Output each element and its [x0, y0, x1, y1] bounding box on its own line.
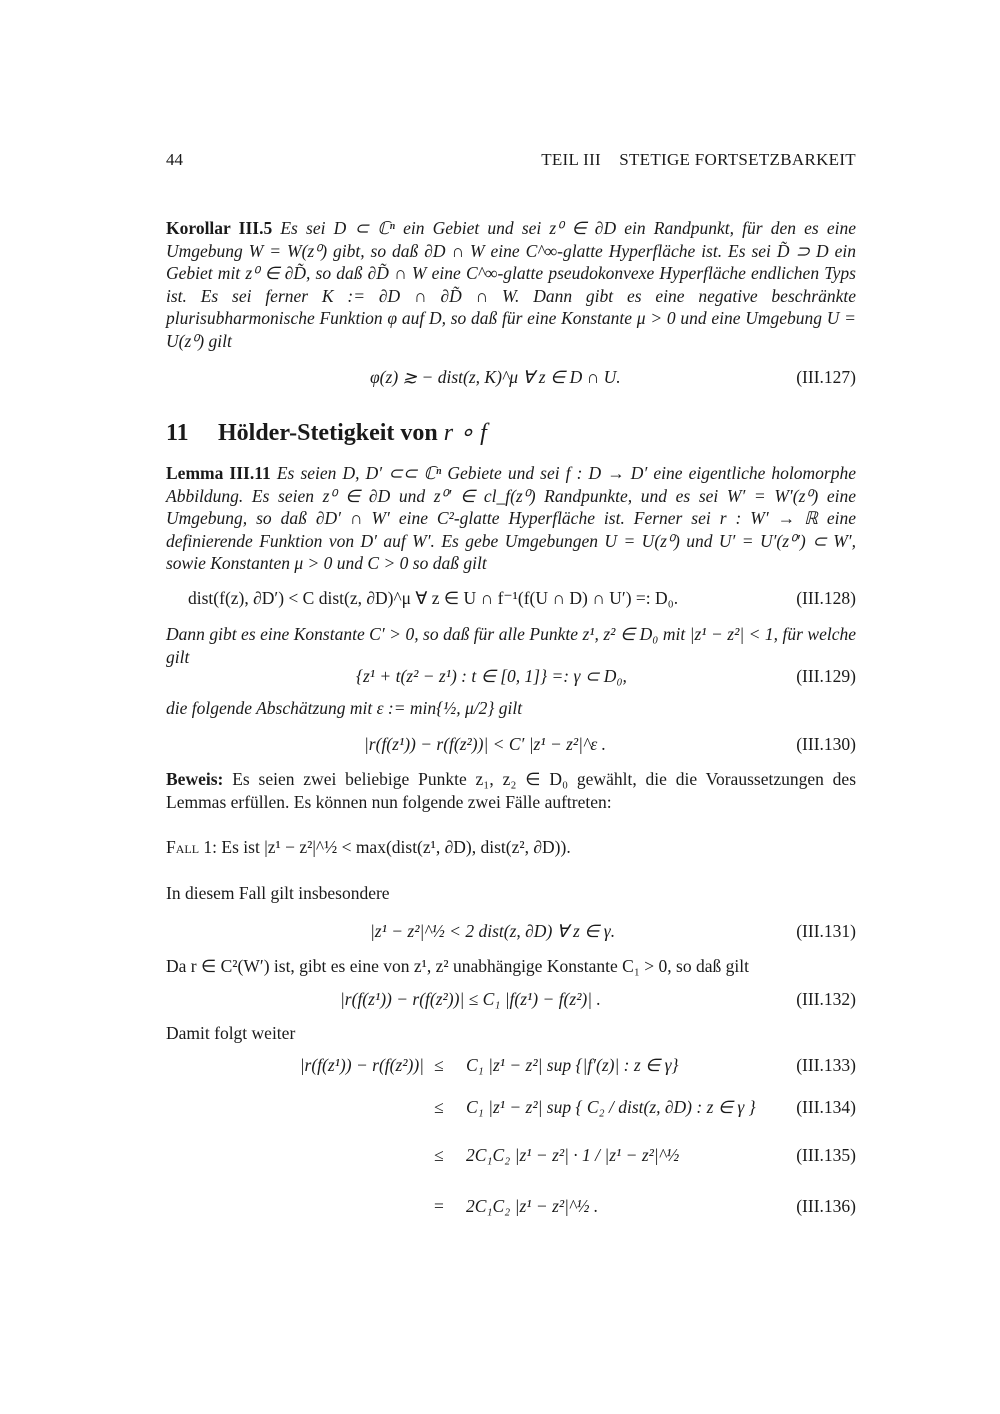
equation-127 — [166, 367, 856, 393]
lemma-continuation: Dann gibt es eine Konstante C′ > 0, so daß für alle Punkte z¹, z² ∈ D₀ mit |z¹ − z²| < 1, für welche gilt — [166, 624, 856, 667]
proof-label: Beweis: — [166, 769, 224, 789]
equation-133-tag: (III.133) — [796, 1055, 856, 1075]
equation-135 — [166, 1145, 856, 1175]
equation-133-relation: ≤ — [434, 1055, 444, 1075]
case-1-label: Fall 1: — [166, 837, 218, 857]
section-formula: r ∘ f — [443, 420, 487, 446]
section-title: Hölder-Stetigkeit von — [218, 420, 438, 446]
equation-136-rhs: 2C₁C₂ |z¹ − z²|^½ . — [466, 1196, 599, 1216]
equation-130-tag: (III.130) — [796, 734, 856, 754]
lemma-estimate-intro: die folgende Abschätzung mit ε := min{½, μ/2} gilt — [166, 698, 523, 718]
equation-131-tag: (III.131) — [796, 921, 856, 941]
equation-134-relation: ≤ — [434, 1097, 444, 1117]
equation-128-tag: (III.128) — [796, 588, 856, 608]
equation-129-body: {z¹ + t(z² − z¹) : t ∈ [0, 1]} =: γ ⊂ D₀, — [356, 666, 627, 686]
section-number: 11 — [166, 420, 189, 446]
corollary-label: Korollar III.5 — [166, 218, 273, 238]
equation-134-tag: (III.134) — [796, 1097, 856, 1117]
case-1-remark: In diesem Fall gilt insbesondere — [166, 883, 390, 903]
equation-130 — [166, 734, 856, 760]
lemma-text: Es seien D, D′ ⊂⊂ ℂⁿ Gebiete und sei f : D → D′ eine eigentliche holomorphe Abbildung. Es seien z⁰ ∈ ∂D und z⁰′ ∈ cl_f(z⁰) Randpunkte, und es sei W′ = W′(z⁰) eine Umgebung, so daß ∂D′ ∩ W′ eine C²-glatte Hyperfläche ist. Ferner sei r : W′ → ℝ eine definierende Funktion von D′ auf W′. Es gebe Umgebungen U = U(z⁰) und U′ = U′(z⁰′) ⊂ W′, sowie Konstanten μ > 0 und C > 0 so daß gilt — [166, 463, 857, 573]
constant-remark: Da r ∈ C²(W′) ist, gibt es eine von z¹, z² unabhängige Konstante C₁ > 0, so daß gilt — [166, 956, 749, 976]
equation-134-rhs: C₁ |z¹ − z²| sup { C₂ / dist(z, ∂D) : z ∈ γ } — [466, 1097, 756, 1117]
equation-134 — [166, 1097, 856, 1127]
case-1-text: Es ist |z¹ − z²|^½ < max(dist(z¹, ∂D), dist(z², ∂D)). — [221, 837, 571, 857]
document-page — [166, 0, 856, 1414]
corollary-text: Es sei D ⊂ ℂⁿ ein Gebiet und sei z⁰ ∈ ∂D ein Randpunkt, für den es eine Umgebung W = W(z⁰) gibt, so daß ∂D ∩ W eine C^∞-glatte Hyperfläche ist. Es sei D̃ ⊃ D ein Gebiet mit z⁰ ∈ ∂D̃, so daß ∂D̃ ∩ W eine C^∞-glatte pseudokonvexe Hyperfläche endlichen Typs ist. Es sei ferner K := ∂D ∩ ∂D̃ ∩ W. Dann gibt es eine negative beschränkte plurisubharmonische Funktion φ auf D, so daß für eine Konstante μ > 0 und eine Umgebung U = U(z⁰) gilt — [166, 218, 857, 351]
proof-block — [166, 768, 856, 813]
equation-133 — [166, 1055, 856, 1085]
lemma-label: Lemma III.11 — [166, 463, 271, 483]
equation-131-body: |z¹ − z²|^½ < 2 dist(z, ∂D) ∀ z ∈ γ. — [370, 921, 616, 941]
equation-136-tag: (III.136) — [796, 1196, 856, 1216]
equation-132-tag: (III.132) — [796, 989, 856, 1009]
running-title: TEIL III STETIGE FORTSETZBARKEIT — [541, 150, 856, 169]
case-1 — [166, 836, 856, 859]
equation-133-lhs: |r(f(z¹)) − r(f(z²))| — [299, 1055, 424, 1075]
equation-130-body: |r(f(z¹)) − r(f(z²))| < C′ |z¹ − z²|^ε . — [364, 734, 607, 754]
equation-132-body: |r(f(z¹)) − r(f(z²))| ≤ C₁ |f(z¹) − f(z²)| . — [340, 989, 601, 1009]
equation-128-body: dist(f(z), ∂D′) < C dist(z, ∂D)^μ ∀ z ∈ U ∩ f⁻¹(f(U ∩ D) ∩ U′) =: D₀. — [188, 588, 679, 608]
equation-128 — [166, 588, 856, 614]
equation-135-tag: (III.135) — [796, 1145, 856, 1165]
equation-136-relation: = — [434, 1196, 444, 1216]
equation-136 — [166, 1196, 856, 1226]
equation-127-tag: (III.127) — [796, 367, 856, 387]
equation-129 — [166, 666, 856, 692]
equation-135-relation: ≤ — [434, 1145, 444, 1165]
equation-135-rhs: 2C₁C₂ |z¹ − z²| · 1 / |z¹ − z²|^½ — [466, 1145, 680, 1165]
equation-131 — [166, 921, 856, 947]
lemma-block — [166, 462, 856, 575]
equation-132 — [166, 989, 856, 1015]
proof-text: Es seien zwei beliebige Punkte z₁, z₂ ∈ D₀ gewählt, die die Voraussetzungen des Lemmas erfüllen. Es können nun folgende zwei Fälle auftreten: — [166, 769, 857, 812]
equation-127-body: φ(z) ≳ − dist(z, K)^μ ∀ z ∈ D ∩ U. — [370, 367, 621, 387]
equation-129-tag: (III.129) — [796, 666, 856, 686]
section-heading — [166, 418, 487, 447]
page-number: 44 — [166, 150, 183, 169]
equation-133-rhs: C₁ |z¹ − z²| sup {|f′(z)| : z ∈ γ} — [466, 1055, 679, 1075]
consequence-text: Damit folgt weiter — [166, 1023, 296, 1043]
corollary-block — [166, 217, 856, 352]
